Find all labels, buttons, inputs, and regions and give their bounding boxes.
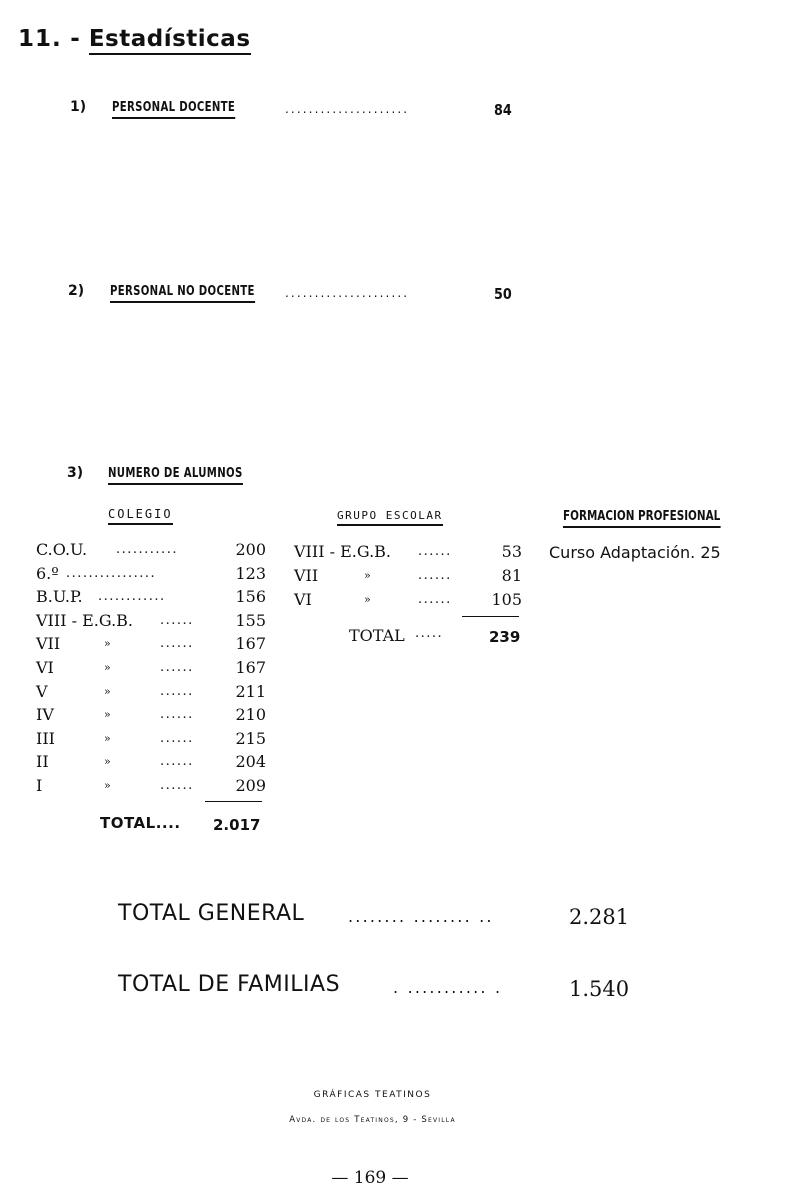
total-familias-value: 1.540 [569,977,630,1001]
table-row [36,656,266,680]
formacion-profesional-heading: FORMACION PROFESIONAL [563,509,720,528]
table-row [36,609,266,633]
row-value: 156 [235,587,266,607]
row-label: VIII - E.G.B. [36,610,133,630]
table-row [36,680,266,704]
row-value: 25 [700,543,721,562]
row-leader: ...... [160,754,194,770]
row-value: 105 [491,590,522,609]
section-number: 11. [18,26,62,52]
ditto-mark: » [104,731,111,745]
ditto-mark: » [104,755,111,769]
section-1-number: 1) [70,99,87,115]
row-label: IV [36,705,54,725]
row-label: VII [36,634,61,654]
row-label: VI [294,590,312,609]
printer-address: Avda. de los Teatinos, 9 - Sevilla [289,1115,456,1125]
page-number: — 169 — [331,1168,409,1188]
ditto-mark: » [364,569,371,582]
table-row [36,750,266,774]
grupo-escolar-heading: GRUPO ESCOLAR [337,509,443,526]
row-value: 167 [235,658,266,677]
ditto-mark: » [364,593,371,606]
row-leader: ............ [98,589,166,605]
colegio-heading: COLEGIO [108,507,173,525]
table-row [36,703,266,727]
row-label: VIII - E.G.B. [294,542,391,561]
total-general-leader: ........ ........ .. [348,907,494,926]
row-leader: ...... [160,636,194,652]
section-1-label: PERSONAL DOCENTE [112,100,235,119]
grupo-total-value: 239 [489,628,521,646]
ditto-mark: » [104,684,111,698]
grupo-total-rule [462,616,519,617]
row-label: V [36,681,48,701]
row-leader: ...... [418,544,452,559]
row-value: 53 [501,542,522,561]
page-title [18,26,251,55]
table-row [294,588,522,612]
row-value: 81 [501,566,522,585]
table-row [294,540,522,564]
row-value: 204 [235,752,266,772]
ditto-mark: » [104,661,111,674]
row-leader: ........... [116,542,178,557]
row-label: B.U.P. [36,587,83,607]
section-2-number: 2) [68,283,85,299]
row-label: C.O.U. [36,540,88,559]
colegio-total-label: TOTAL.... [100,814,181,832]
row-leader: ...... [160,707,194,723]
row-value: 167 [235,634,266,654]
total-general-label: TOTAL GENERAL [118,901,305,926]
row-leader: ...... [160,683,194,699]
table-row [36,585,266,609]
section-3-label: NUMERO DE ALUMNOS [108,466,243,485]
formacion-row [549,543,721,562]
row-value: 200 [235,540,266,559]
section-2-value: 50 [494,285,512,303]
row-value: 209 [235,776,266,795]
row-label: Curso Adaptación. [549,543,696,562]
row-leader: ................ [66,565,157,581]
ditto-mark: » [104,779,111,792]
grupo-total-leader: ..... [415,626,444,641]
table-row [36,562,266,586]
row-leader: ...... [160,778,194,793]
total-familias-label: TOTAL DE FAMILIAS [118,972,341,997]
section-3-number: 3) [67,465,84,481]
table-row [36,774,266,798]
colegio-total-value: 2.017 [213,816,261,834]
row-leader: ...... [160,612,194,628]
row-label: II [36,752,49,772]
section-2-label: PERSONAL NO DOCENTE [110,284,255,303]
row-label: VI [36,658,54,677]
row-leader: ...... [418,592,452,607]
section-1-leader: ..................... [285,102,410,116]
row-label: I [36,776,43,795]
row-value: 155 [235,610,266,630]
table-row [36,632,266,656]
ditto-mark: » [104,708,111,722]
row-value: 215 [235,728,266,748]
row-leader: ...... [160,660,194,675]
section-title: Estadísticas [89,26,251,55]
title-separator: - [70,26,81,52]
row-value: 211 [235,681,266,701]
colegio-total-rule [205,801,262,802]
section-2-leader: ..................... [285,286,410,300]
ditto-mark: » [104,637,111,651]
row-leader: ...... [418,568,452,583]
section-1-value: 84 [494,101,512,119]
table-row [36,538,266,562]
total-general-value: 2.281 [569,905,630,929]
row-leader: ...... [160,730,194,746]
row-label: VII [294,566,319,585]
printer-name: GRÁFICAS TEATINOS [313,1090,432,1100]
table-row [294,564,522,588]
grupo-total-label: TOTAL [349,626,405,645]
table-row [36,727,266,751]
row-label: III [36,728,55,748]
row-value: 210 [235,705,266,725]
row-value: 123 [235,563,266,583]
total-familias-leader: . ........... . [393,978,503,997]
row-label: 6.º [36,563,59,583]
